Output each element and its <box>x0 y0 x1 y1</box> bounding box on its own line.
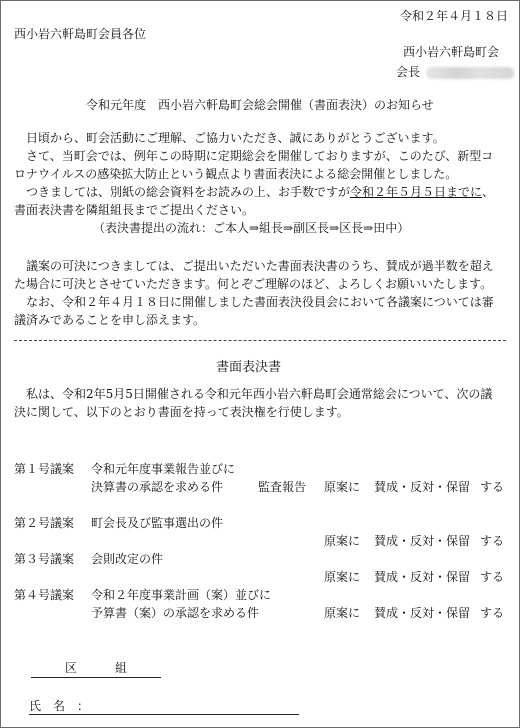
vote-suffix: する <box>480 570 505 584</box>
deadline: 令和２年５月５日までに <box>350 185 483 199</box>
item-title: 会則改定の件 <box>91 552 164 566</box>
paragraph-greeting: 日頃から、町会活動にご理解、ご協力いただき、誠にありがとうございます。 <box>26 131 445 145</box>
president-label: 会長 <box>396 65 421 79</box>
item-title: 令和２年度事業計画（案）並びに <box>91 588 272 602</box>
audit-report: 監査報告 <box>258 480 307 494</box>
redacted-name <box>426 67 514 79</box>
vote-options[interactable]: 賛成・反対・保留 <box>374 606 471 620</box>
group-label: 組 <box>115 661 128 675</box>
original-proposal: 原案に <box>324 570 361 584</box>
recipient: 西小岩六軒島町会員各位 <box>14 27 147 41</box>
original-proposal: 原案に <box>324 606 361 620</box>
original-proposal: 原案に <box>324 480 361 494</box>
vote-options[interactable]: 賛成・反対・保留 <box>374 570 471 584</box>
item-title: 町会長及び監事選出の件 <box>91 516 224 530</box>
item-title: 令和元年度事業報告並びに <box>91 462 236 476</box>
paragraph-request <box>14 183 504 219</box>
item-number: 第１号議案 <box>14 462 75 476</box>
item-number: 第２号議案 <box>14 516 75 530</box>
paragraph-note: なお、令和２年４月１８日に開催しました書面表決役員会において各議案については審議済みであることを申し添えます。 <box>14 295 494 327</box>
notice-title: 令和元年度 西小岩六軒島町会総会開催（書面表決）のお知らせ <box>86 98 434 112</box>
item-number: 第３号議案 <box>14 552 75 566</box>
district-underline <box>31 677 161 678</box>
vote-options[interactable]: 賛成・反対・保留 <box>374 534 471 548</box>
vote-suffix: する <box>480 534 505 548</box>
item-number: 第４号議案 <box>14 588 75 602</box>
district-label: 区 <box>65 661 78 675</box>
notice-body-2 <box>14 257 504 329</box>
ballot-intro: 私は、令和2年5月5日開催される令和元年西小岩六軒島町会通常総会について、次の議決に関して、以下のとおり書面を持って表決権を行使します。 <box>14 387 493 419</box>
submission-flow: （表決書提出の流れ：ご本人⇒組長⇒副区長⇒区長⇒田中） <box>93 221 410 235</box>
issue-date: 令和２年４月１８日 <box>400 9 509 23</box>
name-field[interactable] <box>29 714 299 715</box>
original-proposal: 原案に <box>324 534 361 548</box>
item-title-2: 決算書の承認を求める件 <box>91 480 224 494</box>
name-label: 氏 名 ： <box>29 699 90 713</box>
paragraph-background: さて、当町会では、例年この時期に定期総会を開催しておりますが、このたび、新型コロナウイルスの感染拡大防止という観点より書面表決による総会開催としました。 <box>14 149 494 181</box>
ballot-title: 書面表決書 <box>216 360 282 375</box>
cut-line <box>14 340 506 341</box>
president-line <box>396 66 514 79</box>
notice-body <box>14 129 504 219</box>
vote-options[interactable]: 賛成・反対・保留 <box>374 480 471 494</box>
item-title-2: 予算書（案）の承認を求める件 <box>91 606 260 620</box>
paragraph-voting-rule: 議案の可決につきましては、ご提出いただいた書面表決書のうち、賛成が過半数を超えた場合に可決とさせていただきます。何とぞご理解のほど、よろしくお願いいたします。 <box>14 259 494 291</box>
organization-name: 西小岩六軒島町会 <box>403 45 500 59</box>
vote-suffix: する <box>480 606 505 620</box>
request-text-end: 、書面表決書を隣組組長までご提出ください。 <box>14 185 495 217</box>
request-text: つきましては、別紙の総会資料をお読みの上、お手数ですが <box>26 185 351 199</box>
vote-suffix: する <box>480 480 505 494</box>
